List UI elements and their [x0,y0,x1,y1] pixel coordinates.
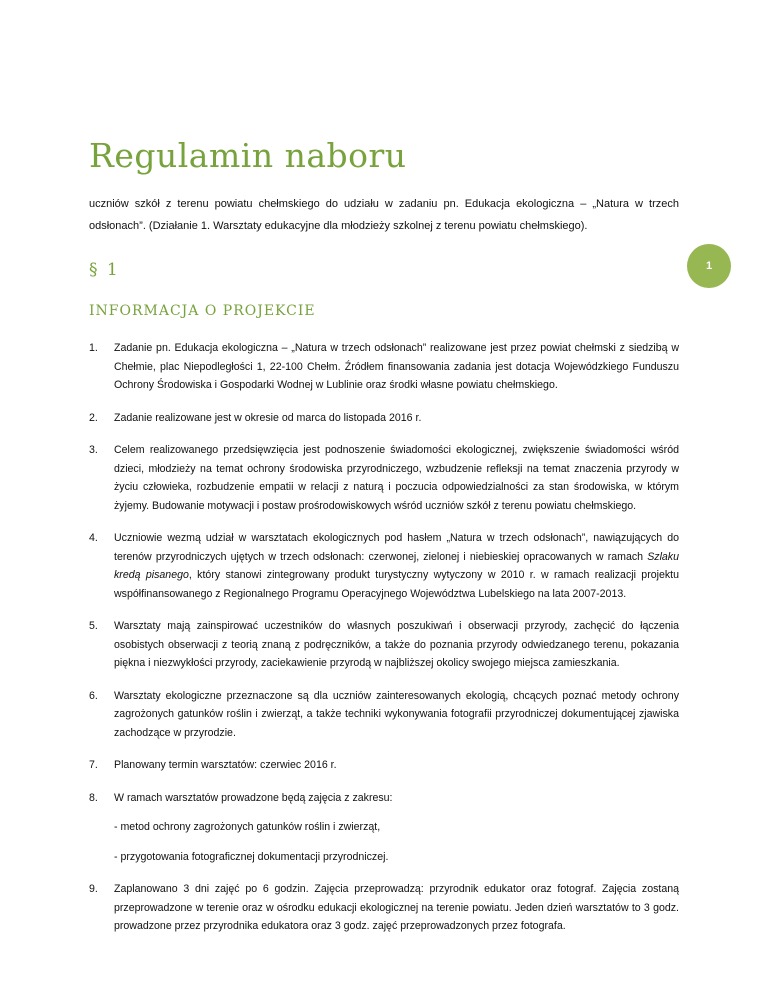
item-number: 5. [89,620,98,632]
list-item [89,687,679,743]
item-number: 1. [89,342,98,354]
list-item [89,339,679,395]
item-number: 9. [89,883,98,895]
page-number-badge: 1 [687,244,731,288]
item-text-after: , który stanowi zintegrowany produkt turystyczny wytyczony w 2010 r. w ramach realizacji projektu współfinansowanego z Regionalnego Programu Operacyjnego Województwa Lubelskiego na lata 2007-2013. [114,569,680,600]
item-number: 2. [89,411,98,424]
numbered-list [89,339,679,950]
item-text: Celem realizowanego przedsięwzięcia jest podnoszenie świadomości ekologicznej, zwiększenie świadomości wśród dzieci, młodzieży na temat ochrony środowiska przyrodniczego, wzbudzenie refleksji na temat znaczenia przyrody w życiu człowieka, rozbudzenie empatii w relacji z naturą i poczucia odpowiedzialności za stan środowiska, w którym żyjemy. Budowanie motywacji i postaw prośrodowiskowych wśród uczniów szkół z terenu powiatu chełmskiego. [114,444,679,512]
item-number: 3. [89,444,98,456]
item-text: Warsztaty ekologiczne przeznaczone są dla uczniów zainteresowanych ekologią, chcących poznać metody ochrony zagrożonych gatunków roślin i zwierząt, a także techniki wykonywania fotografii przyrodniczej dokumentującej zjawiska zachodzące w przyrodzie. [114,689,679,739]
list-item [89,409,679,428]
section-number: § 1 [89,260,120,280]
sub-item: - metod ochrony zagrożonych gatunków roślin i zwierząt, [114,821,381,833]
list-item [89,529,679,603]
sub-item: - przygotowania fotograficznej dokumentacji przyrodniczej. [114,850,389,863]
list-item [89,441,679,515]
document-intro: uczniów szkół z terenu powiatu chełmskiego do udziału w zadaniu pn. Edukacja ekologiczna – „Natura w trzech odsłonach”. (Działanie 1. Warsztaty edukacyjne dla młodzieży szkolnej z terenu powiatu chełmskiego). [89,198,679,232]
item-text: Planowany termin warsztatów: czerwiec 2016 r. [114,759,337,771]
item-text: Zadanie realizowane jest w okresie od marca do listopada 2016 r. [114,411,422,424]
list-item [89,756,679,775]
item-number: 4. [89,532,98,544]
item-text: W ramach warsztatów prowadzone będą zajęcia z zakresu: [114,791,393,804]
section-heading: INFORMACJA O PROJEKCIE [89,303,316,319]
item-text: Warsztaty mają zainspirować uczestników do własnych poszukiwań i obserwacji przyrody, zachęcić do łączenia osobistych obserwacji z teorią znaną z podręczników, a także do poznania przyrody odwiedzanego terenu, pokazania piękna i niezwykłości przyrody, zaciekawienie przyrodą w najbliższej okolicy swojego miejsca zamieszkania. [114,620,679,669]
item-text-italic: Szlaku kredą pisanego [114,550,679,581]
item-number: 8. [89,791,98,804]
item-text: Zaplanowano 3 dni zajęć po 6 godzin. Zajęcia przeprowadzą: przyrodnik edukator oraz fotograf. Zajęcia zostaną przeprowadzone w terenie oraz w ośrodku edukacji ekologicznej na terenie powiatu. Jeden dzień warsztatów to 3 godz. prowadzone przez przyrodnika edukatora oraz 3 godz. zajęć przeprowadzonych przez fotografa. [114,883,679,932]
list-item [89,617,679,673]
item-text [114,529,679,603]
list-item [89,880,679,936]
list-item [89,789,679,867]
item-number: 7. [89,759,98,771]
item-text: Zadanie pn. Edukacja ekologiczna – „Natura w trzech odsłonach” realizowane jest przez powiat chełmski z siedzibą w Chełmie, plac Niepodległości 1, 22-100 Chełm. Źródłem finansowania zadania jest dotacja Wojewódzkiego Funduszu Ochrony Środowiska i Gospodarki Wodnej w Lublinie oraz środki własne powiatu chełmskiego. [114,342,679,391]
item-text-before: Uczniowie wezmą udział w warsztatach ekologicznych pod hasłem „Natura w trzech odsłonach”, nawiązujących do terenów przyrodniczych ujętych w trzech odsłonach: czerwonej, zielonej i niebieskiej opracowanych w ramach [114,532,679,563]
document-title: Regulamin naboru [89,136,407,175]
item-number: 6. [89,689,98,702]
